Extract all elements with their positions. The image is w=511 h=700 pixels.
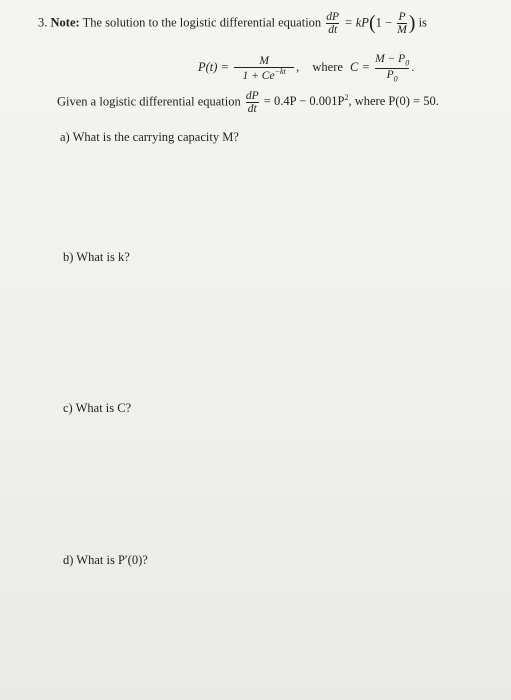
solution-lhs: P(t) =: [198, 60, 229, 75]
solution-formula: [198, 53, 414, 83]
problem-statement: [38, 11, 427, 36]
fraction-numerator: M: [259, 54, 269, 67]
question-c: c) What is C?: [63, 401, 132, 415]
fraction-denominator: dt: [328, 24, 338, 37]
solution-comma: ,: [296, 60, 300, 75]
given-derivative-fraction: [246, 90, 259, 115]
given-equation: [57, 90, 439, 115]
paren-open: (: [368, 12, 376, 35]
question-d: d) What is P′(0)?: [63, 553, 148, 567]
logistic-derivative-fraction: [326, 11, 339, 36]
equation-rhs-prefix: = kP: [344, 15, 369, 30]
given-rhs: = $0.4P - 0.001P^2$, where P(0) = 50.: [263, 93, 439, 109]
fraction-denominator: dt: [247, 103, 257, 116]
solution-fraction: [234, 55, 294, 82]
fraction-numerator: P: [398, 11, 406, 23]
note-text: The solution to the logistic differential equation: [82, 15, 322, 30]
is-word: is: [418, 15, 427, 30]
c-fraction: [375, 53, 409, 83]
where-word: where: [312, 60, 343, 75]
one-minus: 1 −: [375, 15, 393, 30]
c-lhs: C =: [350, 60, 370, 75]
fraction-denominator: $1 + Ce^{-kt}$: [242, 66, 286, 82]
fraction-denominator: M: [397, 24, 407, 37]
fraction-numerator: $M - P_0$: [375, 53, 410, 68]
c-period: .: [411, 60, 415, 75]
fraction-numerator: dP: [245, 90, 259, 102]
p-over-m-fraction: [397, 11, 407, 36]
paren-close: ): [408, 12, 416, 35]
fraction-denominator: $P_0$: [386, 68, 398, 83]
question-a: a) What is the carrying capacity M?: [60, 130, 239, 144]
given-text: Given a logistic differential equation: [57, 94, 241, 109]
question-b: b) What is k?: [63, 250, 130, 264]
fraction-numerator: dP: [326, 11, 340, 23]
problem-number: 3.: [38, 15, 48, 30]
note-label: Note:: [50, 15, 80, 30]
